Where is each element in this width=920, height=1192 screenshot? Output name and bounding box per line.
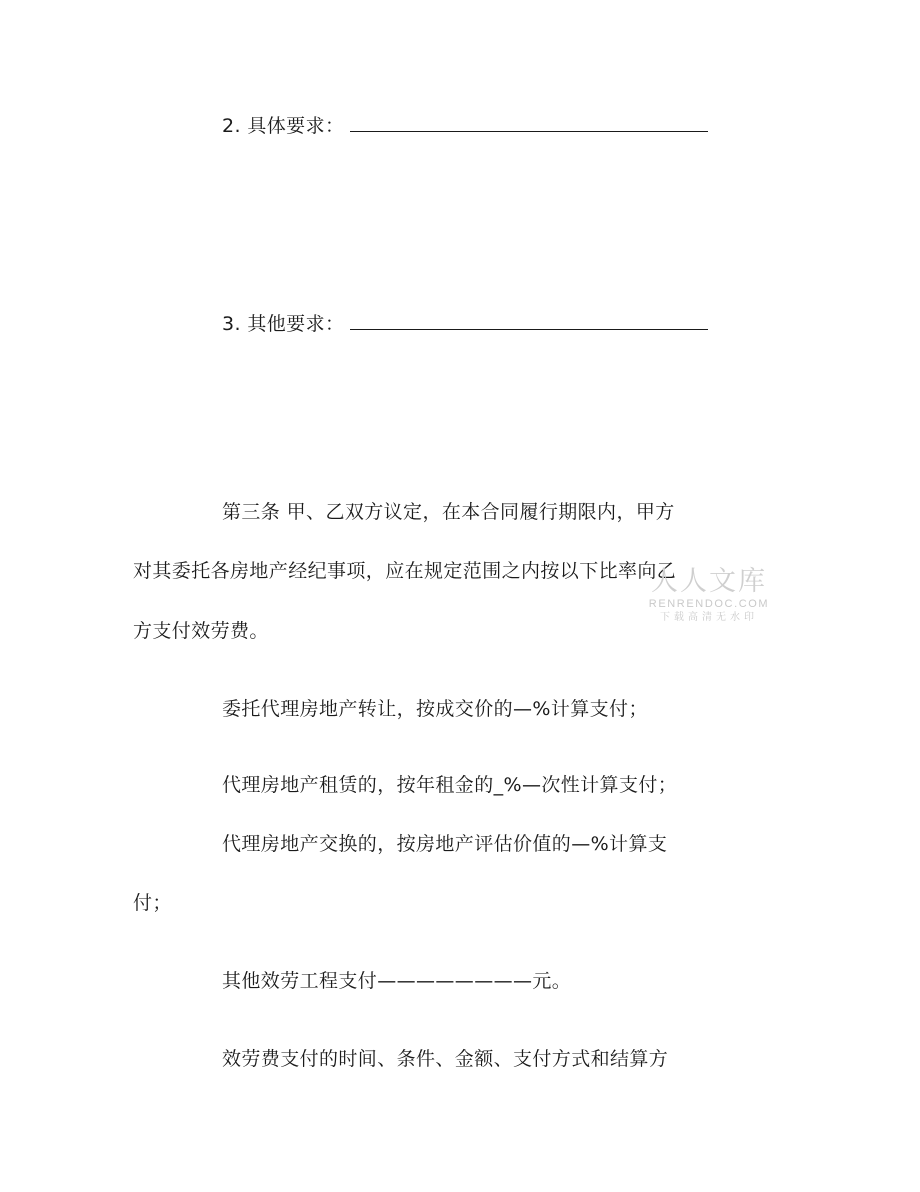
fee-payment-terms: 效劳费支付的时间、条件、金额、支付方式和结算方 <box>222 1048 669 1070</box>
fee-other-services: 其他效劳工程支付————————元。 <box>222 970 572 992</box>
item-2-blank-line <box>350 115 708 132</box>
article-3-line-3: 方支付效劳费。 <box>133 620 269 642</box>
fee-transfer: 委托代理房地产转让，按成交价的—%计算支付； <box>222 698 648 720</box>
article-3-line-1: 第三条 甲、乙双方议定，在本合同履行期限内，甲方 <box>222 501 675 523</box>
fee-exchange-line-1: 代理房地产交换的，按房地产评估价值的—%计算支 <box>222 833 668 855</box>
fee-lease: 代理房地产租赁的，按年租金的_%—次性计算支付； <box>222 774 678 796</box>
watermark <box>646 566 772 624</box>
item-3-label: 3. 其他要求： <box>222 313 345 335</box>
fee-exchange-line-2: 付； <box>133 892 172 914</box>
watermark-domain: RENRENDOC.COM <box>648 598 770 610</box>
item-2-specific-requirements <box>222 114 708 138</box>
watermark-title: 人人文库 <box>651 566 767 597</box>
article-3-line-2: 对其委托各房地产经纪事项，应在规定范围之内按以下比率向乙 <box>133 560 677 582</box>
item-2-label: 2. 具体要求： <box>222 115 345 137</box>
item-3-blank-line <box>350 313 708 330</box>
item-3-other-requirements <box>222 312 708 336</box>
watermark-slogan: 下载高清无水印 <box>660 612 758 623</box>
